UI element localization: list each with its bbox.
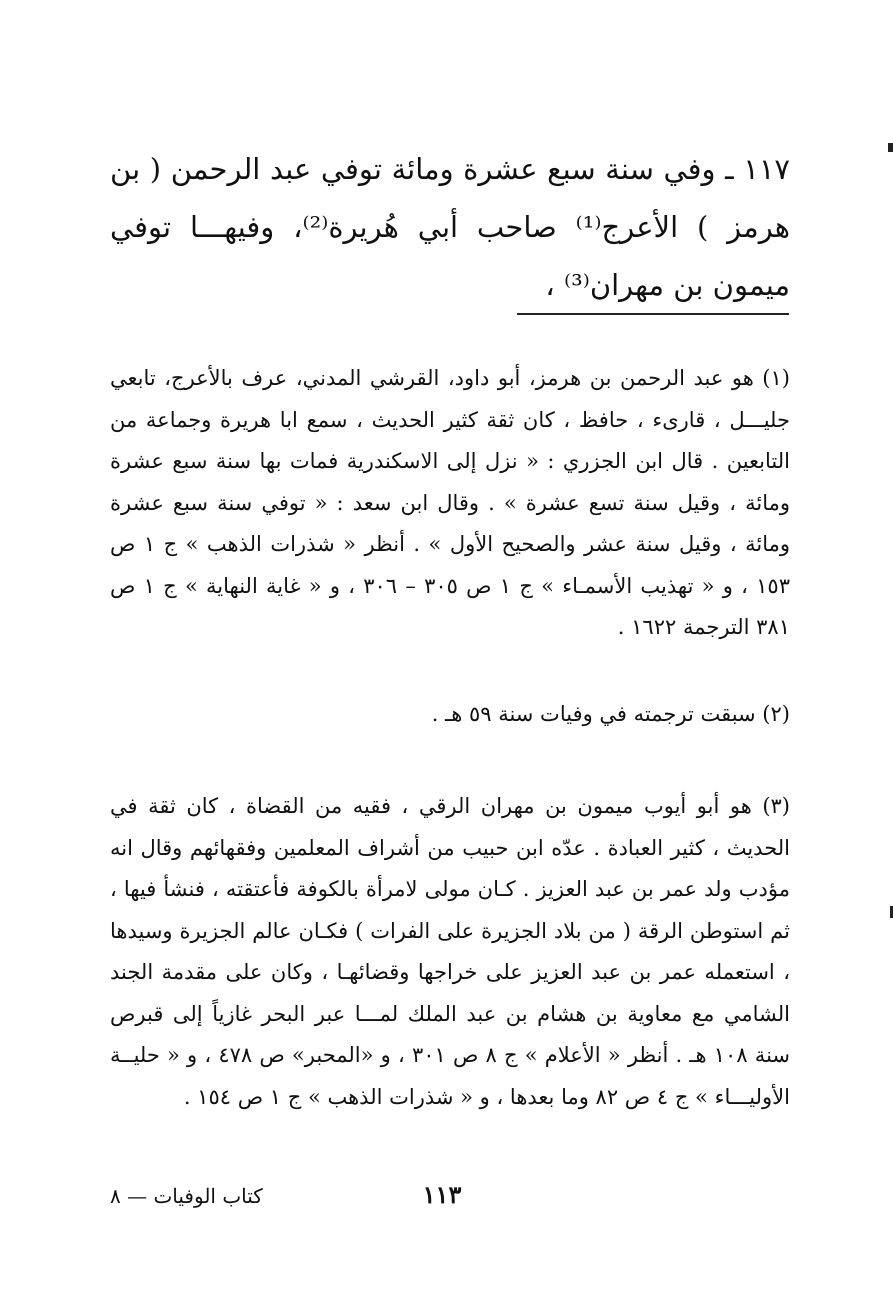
page-number: ١١٣ bbox=[422, 1180, 462, 1209]
footnote-2: (٢) سبقت ترجمته في وفيات سنة ٥٩ هـ . bbox=[431, 702, 790, 726]
edge-mark bbox=[888, 143, 893, 152]
signature-mark: كتاب الوفيات — ٨ bbox=[110, 1184, 263, 1208]
footnote-divider bbox=[517, 313, 789, 315]
footnote-3: (٣) هو أبو أيوب ميمون بن مهران الرقي ، فقيه من القضاة ، كان ثقة في الحديث ، كثير العبادة . عدّه ابن حبيب من أشراف المعلمين وفقهائهم وقال انه مؤدب ولد عمر بن عبد العزيز . كـان مولى لامرأة بالكوفة فأعتقته ، فنشأ فيها ، ثم استوطن الرقة ( من بلاد الجزيرة على الفرات ) فكـان عالم الجزيرة وسيدها ، استعمله عمر بن عبد العزيز على خراجها وقضائهـا ، وكان على مقدمة الجند الشامي مع معاوية بن هشام بن عبد الملك لمـــا عبر البحر غازياً إلى قبرص سنة ١٠٨ هـ . أنظر « الأعلام » ج ٨ ص ٣٠١ ، و «المحبر» ص ٤٧٨ ، و « حليــة الأوليـــاء » ج ٤ ص ٨٢ وما بعدها ، و « شذرات الذهب » ج ١ ص ١٥٤ . bbox=[110, 794, 790, 1109]
footnote-1: (١) هو عبد الرحمن بن هرمز، أبو داود، القرشي المدني، عرف بالأعرج، تابعي جليـــل ، قارىء ، حافظ ، كان ثقة كثير الحديث ، سمع ابا هريرة وجماعة من التابعين . قال ابن الجزري : « نزل إلى الاسكندرية فمات بها سنة سبع عشرة ومائة ، وقيل سنة تسع عشرة » . وقال ابن سعد : « توفي سنة سبع عشرة ومائة ، وقيل سنة عشر والصحيح الأول » . أنظر « شذرات الذهب » ج ١ ص ١٥٣ ، و « تهذيب الأسمـاء » ج ١ ص ٣٠٥ – ٣٠٦ ، و « غاية النهاية » ج ١ ص ٣٨١ الترجمة ١٦٢٢ . bbox=[110, 366, 790, 639]
main-entry-text: ١١٧ ـ وفي سنة سبع عشرة ومائة توفي عبد الرحمن ( بن هرمز ) الأعرج⁽¹⁾ صاحب أبي هُريرة⁽²⁾، وفيهـــا توفي ميمون بن مهران⁽³⁾ ، bbox=[110, 152, 790, 302]
